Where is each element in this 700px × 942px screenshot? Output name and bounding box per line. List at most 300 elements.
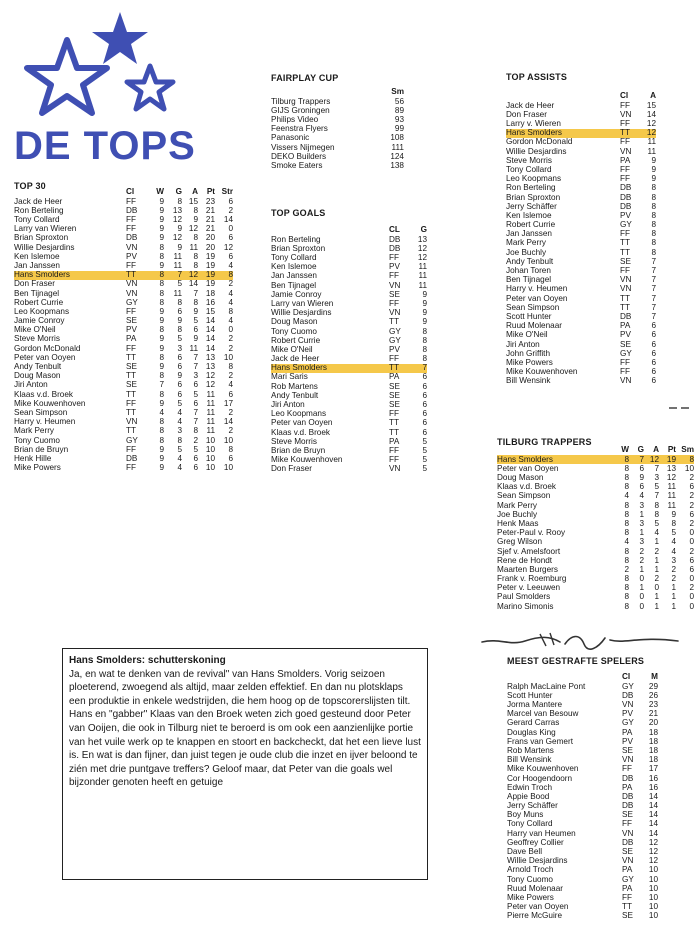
cell-value: 5	[654, 518, 659, 528]
cell-value: 0	[689, 601, 694, 611]
fairplay-table	[271, 88, 404, 171]
article-box	[62, 648, 428, 880]
cell-value: 8	[193, 251, 198, 261]
table-row	[271, 382, 427, 391]
cell-value: 5	[422, 436, 427, 446]
top30-title: TOP 30	[14, 181, 46, 191]
table-row	[14, 344, 233, 353]
table-row	[506, 101, 656, 110]
cell-value: 15	[205, 306, 215, 316]
player-name: Harry van Heumen	[507, 828, 576, 838]
cell-value: 11	[667, 491, 676, 501]
cell-value: 7	[651, 275, 656, 285]
cell-value: FF	[620, 119, 631, 129]
cell-value: SE	[622, 810, 633, 820]
cell-value: 4	[654, 528, 659, 538]
page-mark	[668, 405, 690, 411]
cell-value: VN	[620, 275, 632, 285]
cell-value: 9	[159, 233, 164, 243]
player-name: Vissers Nijmegen	[271, 142, 335, 152]
player-name: Jan Janssen	[14, 260, 60, 270]
cell-value: 93	[394, 115, 404, 125]
cell-value: TT	[126, 352, 137, 362]
cell-value: 12	[648, 847, 658, 857]
player-name: Peter van Ooyen	[14, 352, 76, 362]
cell-value: 11	[206, 426, 215, 436]
cell-value: 11	[418, 271, 427, 281]
table-row	[506, 285, 656, 294]
cell-value: 4	[159, 407, 164, 417]
cell-value: 7	[651, 302, 656, 312]
col-pt: Pt	[667, 445, 676, 455]
cell-value: 8	[422, 344, 427, 354]
cell-value: 1	[654, 564, 659, 574]
cell-value: 0	[639, 574, 644, 584]
cell-value: 11	[647, 137, 656, 147]
cell-value: PV	[622, 709, 633, 719]
cell-value: 6	[651, 357, 656, 367]
cell-value: FF	[620, 367, 631, 377]
cell-value: 11	[206, 389, 215, 399]
cell-value: DB	[622, 801, 634, 811]
cell-value: 19	[205, 279, 215, 289]
player-name: Greg Wilson	[497, 537, 543, 547]
cell-value: 1	[671, 592, 676, 602]
cell-value: 6	[193, 463, 198, 473]
col-pt: Pt	[206, 187, 215, 197]
cell-value: VN	[126, 288, 138, 298]
cell-value: 6	[651, 330, 656, 340]
cell-value: 8	[654, 500, 659, 510]
table-row	[14, 381, 233, 390]
player-name: Brian Sproxton	[506, 192, 561, 202]
cell-value: 6	[228, 233, 233, 243]
table-row	[507, 765, 658, 774]
player-name: Harry v. Heumen	[14, 417, 76, 427]
cell-value: DB	[389, 234, 401, 244]
cell-value: 11	[647, 146, 656, 156]
table-row	[507, 719, 658, 728]
cell-value: 6	[177, 389, 182, 399]
table-row	[507, 774, 658, 783]
stars-logo	[22, 10, 182, 135]
cell-value: 7	[193, 407, 198, 417]
cell-value: FF	[126, 343, 137, 353]
col-sm: Sm	[681, 445, 694, 455]
cell-value: 9	[159, 205, 164, 215]
table-row	[497, 492, 694, 501]
player-name: Hans Smolders	[271, 364, 389, 373]
cell-value: PA	[389, 372, 400, 382]
cell-value: PV	[620, 210, 631, 220]
cell-value: 2	[671, 574, 676, 584]
table-row	[507, 912, 658, 921]
cell-value: 9	[159, 398, 164, 408]
cell-value: 12	[666, 473, 676, 483]
table-row	[271, 235, 427, 244]
cell-value: 8	[177, 196, 182, 206]
cell-value: 6	[422, 372, 427, 382]
table-row	[507, 820, 658, 829]
cell-value: 9	[159, 343, 164, 353]
cell-value: 2	[228, 334, 233, 344]
cell-value: TT	[126, 389, 137, 399]
cell-value: PA	[620, 321, 631, 331]
cell-value: 6	[193, 453, 198, 463]
cell-value: 8	[148, 271, 164, 280]
cell-value: 9	[422, 289, 427, 299]
cell-value: GY	[389, 326, 401, 336]
cell-value: SE	[389, 381, 400, 391]
cell-value: 2	[228, 407, 233, 417]
player-name: Peter van Ooyen	[271, 418, 333, 428]
cell-value: 0	[639, 592, 644, 602]
player-name: Peter van Ooyen	[497, 463, 559, 473]
cell-value: 14	[205, 334, 215, 344]
cell-value: DB	[622, 837, 634, 847]
cell-value: 9	[651, 164, 656, 174]
table-row	[497, 593, 694, 602]
col-w: W	[156, 187, 164, 197]
table-row	[507, 728, 658, 737]
cell-value: 2	[228, 371, 233, 381]
article-body: Ja, en wat te denken van de revival" van Hans Smolders. Vorig seizoen ploeterend, zwoegend als altijd, maar zelden effektief. En dan nu plotsklaps een produktie in enkele wedstrijden, die hem hoog op de topscorerslijsten tilt. Hans en "gabber" Klaas van den Broek weten zich goed gesteund door Peter van Ooijen, die ook in Tilburg niet te beroerd is om ook een aanzienlijke portie van het vuile werk op te knappen en stoort en backcheckt, dat het een lieve lust is. En wat is dan fijner, dan juist tegen je oude club die inzet en ijver beloond te zién met drie puntgave treffers? Geloof maar, dat Peter van die goals wel bijzonder genoten heeft en getuige	[69, 668, 421, 789]
cell-value: 12	[205, 371, 215, 381]
cell-value: 6	[689, 564, 694, 574]
cell-value: FF	[620, 137, 631, 147]
player-name: Jack de Heer	[14, 196, 63, 206]
cell-value: 9	[159, 260, 164, 270]
player-name: Ben Tijnagel	[14, 288, 60, 298]
table-row	[14, 436, 233, 445]
cell-value: 8	[654, 509, 659, 519]
player-name: Robert Currie	[271, 335, 321, 345]
player-name: Paul Smolders	[497, 592, 551, 602]
cell-value: 12	[417, 243, 427, 253]
top30-table	[14, 188, 233, 473]
cell-value: GY	[126, 297, 138, 307]
player-name: Tony Cuomo	[271, 326, 317, 336]
cell-value: 21	[648, 709, 658, 719]
cell-value: 8	[177, 297, 182, 307]
player-name: Gordon McDonald	[506, 137, 573, 147]
player-name: Peter van Ooyen	[506, 293, 568, 303]
article-title: Hans Smolders: schutterskoning	[69, 655, 226, 666]
cell-value: 6	[689, 555, 694, 565]
cell-value: PV	[389, 344, 400, 354]
cell-value: 9	[193, 306, 198, 316]
cell-value: GY	[389, 335, 401, 345]
cell-value: 11	[206, 417, 215, 427]
player-name: Henk Maas	[497, 518, 539, 528]
cell-value: TT	[389, 427, 400, 437]
cell-value: 8	[159, 297, 164, 307]
cell-value: 18	[648, 745, 658, 755]
player-name: Gerard Carras	[507, 718, 560, 728]
cell-value: TT	[620, 302, 631, 312]
cell-value: 2	[193, 435, 198, 445]
cell-value: 16	[205, 297, 215, 307]
cell-value: 6	[228, 453, 233, 463]
cell-value: 8	[422, 354, 427, 364]
cell-value: 11	[189, 343, 198, 353]
table-row	[271, 134, 404, 143]
cell-value: FF	[126, 196, 137, 206]
col-w: W	[621, 445, 629, 455]
player-name: Scott Hunter	[506, 311, 552, 321]
page-title: DE TOPS	[14, 124, 196, 168]
player-name: Jan Janssen	[506, 229, 552, 239]
cell-value: 8	[651, 238, 656, 248]
cell-value: 12	[223, 242, 233, 252]
cell-value: 9	[422, 317, 427, 327]
cell-value: VN	[622, 856, 634, 866]
player-name: Jerry Schäffer	[506, 201, 557, 211]
cell-value: 8	[624, 546, 629, 556]
player-name: Brian Sproxton	[14, 233, 69, 243]
scribble-divider	[480, 630, 680, 650]
cell-value: 9	[159, 316, 164, 326]
cell-value: PA	[622, 727, 633, 737]
cell-value: VN	[622, 755, 634, 765]
cell-value: PA	[126, 334, 137, 344]
player-name: Larry van Wieren	[14, 224, 77, 234]
cell-value: 10	[223, 352, 233, 362]
cell-value: 21	[205, 215, 215, 225]
player-name: Leo Koopmans	[271, 409, 327, 419]
cell-value: 1	[639, 583, 644, 593]
player-name: Brian de Bruyn	[271, 445, 326, 455]
cell-value: 7	[409, 364, 427, 373]
cell-value: 6	[689, 482, 694, 492]
cell-value: FF	[622, 892, 633, 902]
cell-value: 5	[422, 464, 427, 474]
cell-value: 9	[159, 215, 164, 225]
cell-value: VN	[389, 308, 401, 318]
player-name: Mike Kouwenhoven	[507, 764, 579, 774]
cell-value: 7	[164, 271, 182, 280]
cell-value: 11	[418, 262, 427, 272]
cell-value: 6	[422, 381, 427, 391]
cell-value: 7	[193, 288, 198, 298]
cell-value: 14	[648, 810, 658, 820]
col-a: A	[650, 91, 656, 101]
player-name: Jack de Heer	[271, 354, 320, 364]
col-a: A	[653, 445, 659, 455]
cell-value: 13	[172, 205, 182, 215]
cell-value: 7	[651, 256, 656, 266]
cell-value: 14	[223, 417, 233, 427]
cell-value: 8	[177, 325, 182, 335]
table-row	[271, 428, 427, 437]
cell-value: 2	[671, 564, 676, 574]
cell-value: 5	[193, 444, 198, 454]
player-name: Bill Wensink	[506, 376, 551, 386]
player-name: Bill Wensink	[507, 755, 552, 765]
cell-value: 13	[205, 352, 215, 362]
cell-value: 8	[193, 260, 198, 270]
topgoals-header-row	[271, 226, 427, 235]
player-name: Hans Smolders	[506, 129, 620, 138]
cell-value: 18	[648, 755, 658, 765]
star-right-icon	[127, 66, 173, 109]
table-row	[271, 318, 427, 327]
cell-value: 111	[391, 142, 404, 152]
cell-value: 0	[689, 574, 694, 584]
table-row	[14, 197, 233, 206]
player-name: Ken Islemoe	[506, 210, 552, 220]
cell-value: 19	[205, 251, 215, 261]
cell-value: VN	[622, 828, 634, 838]
cell-value: 9	[639, 473, 644, 483]
player-name: Tony Collard	[271, 253, 317, 263]
cell-value: 9	[159, 444, 164, 454]
cell-value: 2	[624, 564, 629, 574]
player-name: Leo Koopmans	[14, 306, 70, 316]
table-row	[506, 377, 656, 386]
cell-value: 10	[205, 444, 215, 454]
cell-value: 4	[228, 380, 233, 390]
star-large-icon	[27, 40, 107, 113]
cell-value: 23	[648, 700, 658, 710]
cell-value: 3	[639, 500, 644, 510]
table-row	[506, 147, 656, 156]
player-name: Sean Simpson	[14, 407, 68, 417]
cell-value: 1	[654, 592, 659, 602]
cell-value: 6	[651, 321, 656, 331]
cell-value: 8	[671, 518, 676, 528]
table-row	[14, 280, 233, 289]
cell-value: 18	[205, 288, 215, 298]
cell-value: 3	[639, 518, 644, 528]
cell-value: 4	[671, 537, 676, 547]
cell-value: 6	[422, 390, 427, 400]
cell-value: 3	[177, 426, 182, 436]
cell-value: 10	[684, 463, 694, 473]
player-name: Willie Desjardins	[271, 308, 332, 318]
player-name: Boy Muns	[507, 810, 544, 820]
cell-value: 10	[648, 902, 658, 912]
player-name: Doug Mason	[14, 371, 61, 381]
cell-value: 8	[651, 247, 656, 257]
cell-value: 3	[654, 473, 659, 483]
cell-value: 7	[651, 284, 656, 294]
cell-value: 1	[671, 583, 676, 593]
cell-value: 6	[177, 380, 182, 390]
cell-value: DB	[620, 201, 632, 211]
cell-value: DB	[126, 205, 138, 215]
player-name: Brian Sproxton	[271, 243, 326, 253]
cell-value: 16	[648, 773, 658, 783]
cell-value: 7	[651, 266, 656, 276]
col-cl: Cl	[620, 91, 629, 101]
player-name: Ben Tijnagel	[506, 275, 552, 285]
gestrafte-body	[507, 682, 658, 921]
table-row	[14, 234, 233, 243]
cell-value: TT	[620, 247, 631, 257]
player-name: Don Fraser	[14, 279, 55, 289]
cell-value: 4	[228, 297, 233, 307]
cell-value: 21	[205, 205, 215, 215]
cell-value: 8	[159, 352, 164, 362]
cell-value: TT	[620, 129, 640, 138]
cell-value: VN	[620, 284, 632, 294]
cell-value: VN	[622, 700, 634, 710]
cell-value: 8	[177, 435, 182, 445]
cell-value: 20	[205, 242, 215, 252]
player-name: Hans Smolders	[14, 271, 126, 280]
cell-value: 5	[177, 444, 182, 454]
player-name: Klaas v.d. Broek	[497, 482, 557, 492]
col-str: Str	[221, 187, 233, 197]
table-row	[271, 373, 427, 382]
cell-value: FF	[620, 164, 631, 174]
cell-value: 12	[644, 455, 659, 464]
cell-value: GY	[622, 718, 634, 728]
cell-value: 9	[651, 174, 656, 184]
cell-value: 8	[422, 335, 427, 345]
cell-value: 6	[639, 463, 644, 473]
player-name: Steve Morris	[271, 436, 317, 446]
cell-value: GY	[622, 874, 634, 884]
cell-value: 8	[159, 426, 164, 436]
cell-value: TT	[620, 293, 631, 303]
cell-value: 12	[188, 224, 198, 234]
player-name: Tony Cuomo	[14, 435, 60, 445]
player-name: GIJS Groningen	[271, 105, 330, 115]
cell-value: SE	[622, 847, 633, 857]
player-name: Jiri Anton	[506, 339, 540, 349]
player-name: Tony Collard	[506, 164, 552, 174]
cell-value: 0	[689, 592, 694, 602]
topassists-title: TOP ASSISTS	[506, 72, 568, 82]
table-row	[506, 138, 656, 147]
cell-value: FF	[126, 398, 137, 408]
table-row	[271, 465, 427, 474]
cell-value: 6	[651, 339, 656, 349]
cell-value: 6	[177, 352, 182, 362]
cell-value: FF	[620, 100, 631, 110]
cell-value: SE	[620, 339, 631, 349]
cell-value: 8	[651, 192, 656, 202]
topgoals-title: TOP GOALS	[271, 208, 326, 218]
player-name: Panasonic	[271, 133, 310, 143]
cell-value: 6	[651, 367, 656, 377]
player-name: Tilburg Trappers	[271, 96, 331, 106]
cell-value: 8	[228, 362, 233, 372]
cell-value: 8	[651, 183, 656, 193]
cell-value: DB	[620, 311, 632, 321]
col-sm: Sm	[391, 87, 404, 97]
cell-value: 1	[639, 509, 644, 519]
table-row	[497, 547, 694, 556]
cell-value: 15	[646, 100, 656, 110]
cell-value: SE	[622, 745, 633, 755]
cell-value: 2	[654, 546, 659, 556]
cell-value: SE	[389, 289, 400, 299]
cell-value: 1	[654, 537, 659, 547]
cell-value: DB	[620, 183, 632, 193]
cell-value: 29	[648, 681, 658, 691]
cell-value: 8	[193, 297, 198, 307]
cell-value: 4	[624, 491, 629, 501]
player-name: Willie Desjardins	[507, 856, 568, 866]
cell-value: FF	[126, 260, 137, 270]
table-row	[506, 294, 656, 303]
cell-value: 4	[177, 463, 182, 473]
trappers-body	[497, 455, 694, 611]
player-name: Jamie Conroy	[271, 289, 322, 299]
